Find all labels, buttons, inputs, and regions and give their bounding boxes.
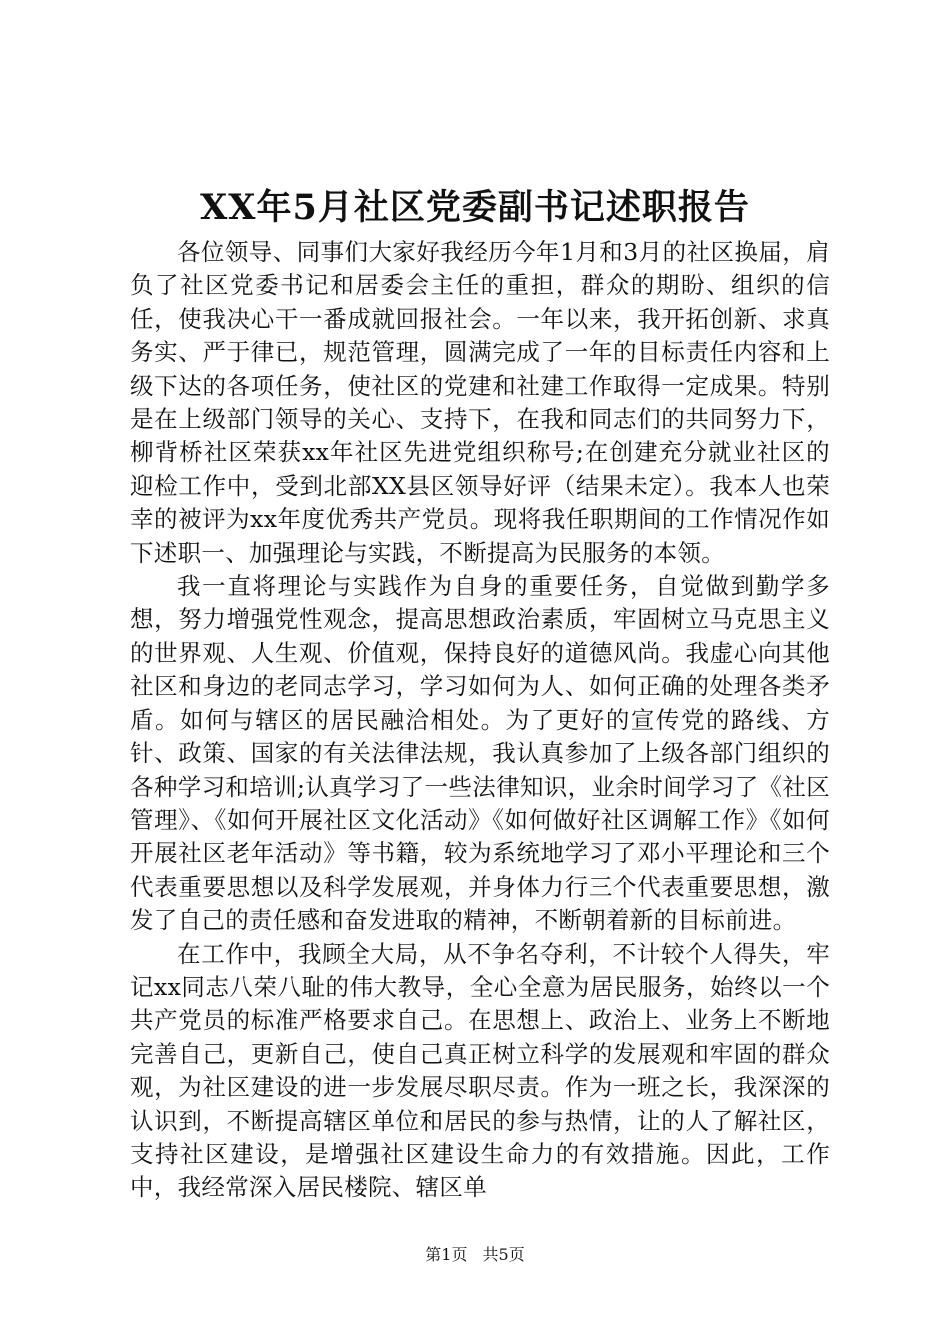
page-total: 共5页 bbox=[482, 1245, 525, 1264]
page-number: 第1页 bbox=[425, 1245, 468, 1264]
paragraph-2: 我一直将理论与实践作为自身的重要任务，自觉做到勤学多想，努力增强党性观念，提高思想政治素质，牢固树立马克思主义的世界观、人生观、价值观，保持良好的道德风尚。我虚心向其他社区和身边的老同志学习，学习如何为人、如何正确的处理各类矛盾。如何与辖区的居民融洽相处。为了更好的宣传党的路线、方针、政策、国家的有关法律法规，我认真参加了上级各部门组织的各种学习和培训;认真学习了一些法律知识，业余时间学习了《社区管理》、《如何开展社区文化活动》《如何做好社区调解工作》《如何开展社区老年活动》等书籍，较为系统地学习了邓小平理论和三个代表重要思想以及科学发展观，并身体力行三个代表重要思想，激发了自己的责任感和奋发进取的精神，不断朝着新的目标前进。 bbox=[130, 572, 830, 935]
page-footer bbox=[0, 1243, 950, 1267]
paragraph-1: 各位领导、同事们大家好我经历今年1月和3月的社区换届，肩负了社区党委书记和居委会主任的重担，群众的期盼、组织的信任，使我决心干一番成就回报社会。一年以来，我开拓创新、求真务实、严于律已，规范管理，圆满完成了一年的目标责任内容和上级下达的各项任务，使社区的党建和社建工作取得一定成果。特别是在上级部门领导的关心、支持下，在我和同志们的共同努力下，柳背桥社区荣获xx年社区先进党组织称号;在创建充分就业社区的迎检工作中，受到北部XX县区领导好评（结果未定）。我本人也荣幸的被评为xx年度优秀共产党员。现将我任职期间的工作情况作如下述职一、加强理论与实践，不断提高为民服务的本领。 bbox=[130, 238, 830, 567]
document-title: XX年5月社区党委副书记述职报告 bbox=[200, 187, 750, 228]
document-body bbox=[130, 236, 830, 1205]
paragraph-3: 在工作中，我顾全大局，从不争名夺利，不计较个人得失，牢记xx同志八荣八耻的伟大教导，全心全意为居民服务，始终以一个共产党员的标准严格要求自己。在思想上、政治上、业务上不断地完善自己，更新自己，使自己真正树立科学的发展观和牢固的群众观，为社区建设的进一步发展尽职尽责。作为一班之长，我深深的认识到，不断提高辖区单位和居民的参与热情，让的人了解社区，支持社区建设，是增强社区建设生命力的有效措施。因此，工作中，我经常深入居民楼院、辖区单 bbox=[130, 939, 830, 1202]
